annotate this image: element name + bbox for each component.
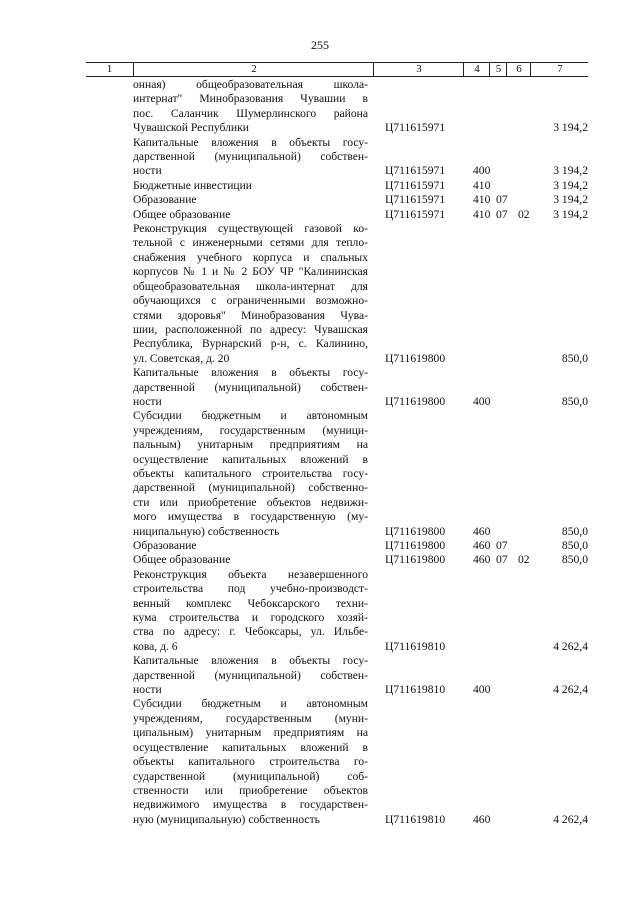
row-sum: 850,0 xyxy=(561,351,588,365)
table-row xyxy=(0,697,640,827)
row-expense-type: 460 xyxy=(473,553,491,567)
row-code: Ц711619810 xyxy=(385,812,446,826)
description-line: тельной с инженерными сетями для тепло- xyxy=(133,236,368,250)
description-line: Субсидии бюджетным и автономным xyxy=(133,697,368,711)
row-sum: 4 262,4 xyxy=(553,683,588,697)
row-code: Ц711619800 xyxy=(385,539,446,552)
description-line: ципальным) унитарным предприятиям на xyxy=(133,726,368,740)
description-line: ности xyxy=(133,683,162,697)
description-line: ную (муниципальную) собственность xyxy=(133,812,320,826)
description-line: Капитальные вложения в объекты госу- xyxy=(133,654,368,668)
table-row xyxy=(0,539,640,553)
description-line: интернат" Минобразования Чувашии в xyxy=(133,92,368,106)
description-line: сти или приобретение объектов недвижи- xyxy=(133,495,368,509)
table-row xyxy=(0,654,640,697)
description-line: ства по адресу: г. Чебоксары, ул. Ильбе- xyxy=(133,625,368,639)
row-description xyxy=(133,409,368,539)
description-line: кума строительства и городского хозяй- xyxy=(133,611,368,625)
table-row xyxy=(0,208,640,222)
row-description xyxy=(133,179,368,193)
row-section: 07 xyxy=(496,207,508,221)
description-line: Общее образование xyxy=(133,207,231,221)
header-col-4: 4 xyxy=(463,63,490,76)
row-subsection: 02 xyxy=(518,553,530,567)
row-code: Ц711619800 xyxy=(385,553,446,567)
row-section: 07 xyxy=(496,193,508,207)
row-description xyxy=(133,193,368,207)
description-line: осуществление капитальных вложений в xyxy=(133,452,368,466)
description-line: Реконструкция существующей газовой ко- xyxy=(133,222,368,236)
row-sum: 3 194,2 xyxy=(553,178,588,192)
row-expense-type: 410 xyxy=(473,178,491,192)
row-sum: 850,0 xyxy=(561,394,588,408)
description-line: строительства под учебно-производст- xyxy=(133,582,368,596)
table-row xyxy=(0,553,640,567)
description-line: пальным) унитарным предприятиям на xyxy=(133,438,368,452)
row-description xyxy=(133,208,368,222)
row-sum: 3 194,2 xyxy=(553,164,588,178)
row-code: Ц711619800 xyxy=(385,394,446,408)
header-col-5: 5 xyxy=(489,63,507,76)
description-line: дарственной (муниципальной) собственно- xyxy=(133,481,368,495)
row-code: Ц711619810 xyxy=(385,683,446,697)
row-code: Ц711615971 xyxy=(385,121,446,135)
description-line: кова, д. 6 xyxy=(133,639,178,653)
row-expense-type: 400 xyxy=(473,164,491,178)
row-expense-type: 460 xyxy=(473,812,491,826)
row-code: Ц711619800 xyxy=(385,351,446,365)
description-line: учреждениям, государственным (муници- xyxy=(133,423,368,437)
description-line: объекты капитального строительства госу- xyxy=(133,466,368,480)
description-line: общеобразовательная школа-интернат для xyxy=(133,279,368,293)
row-section: 07 xyxy=(496,553,508,567)
description-line: Республика, Вурнарский р-н, с. Калинино, xyxy=(133,337,368,351)
row-description xyxy=(133,654,368,697)
row-sum: 4 262,4 xyxy=(553,812,588,826)
description-line: Общее образование xyxy=(133,553,231,567)
row-description xyxy=(133,366,368,409)
page-number: 255 xyxy=(311,38,329,52)
row-expense-type: 460 xyxy=(473,539,491,552)
row-description xyxy=(133,136,368,179)
row-code: Ц711619800 xyxy=(385,524,446,538)
row-code: Ц711619810 xyxy=(385,639,446,653)
description-line: стями здоровья" Минобразования Чува- xyxy=(133,308,368,322)
description-line: пос. Саланчик Шумерлинского района xyxy=(133,106,368,120)
table-row xyxy=(0,222,640,366)
description-line: учреждениям, государственным (муни- xyxy=(133,711,368,725)
row-sum: 850,0 xyxy=(561,524,588,538)
row-description xyxy=(133,222,368,366)
description-line: онная) общеобразовательная школа- xyxy=(133,78,368,91)
row-description xyxy=(133,568,368,654)
description-line: снабжения учебного корпуса и спальных xyxy=(133,250,368,264)
description-line: Образование xyxy=(133,193,197,207)
row-code: Ц711615971 xyxy=(385,178,446,192)
header-col-6: 6 xyxy=(506,63,531,76)
description-line: ности xyxy=(133,394,162,408)
description-line: сударственной (муниципальной) соб- xyxy=(133,769,368,783)
description-line: ниципальную) собственность xyxy=(133,524,280,538)
header-col-1: 1 xyxy=(106,63,113,75)
row-code: Ц711615971 xyxy=(385,207,446,221)
description-line: Субсидии бюджетным и автономным xyxy=(133,409,368,423)
table-row xyxy=(0,366,640,409)
header-col-7: 7 xyxy=(530,63,589,76)
row-expense-type: 410 xyxy=(473,193,491,207)
row-section: 07 xyxy=(496,539,508,552)
description-line: ул. Советская, д. 20 xyxy=(133,351,230,365)
row-description xyxy=(133,553,368,567)
row-expense-type: 410 xyxy=(473,207,491,221)
row-expense-type: 400 xyxy=(473,683,491,697)
table-row xyxy=(0,193,640,207)
row-description xyxy=(133,539,368,553)
row-code: Ц711615971 xyxy=(385,164,446,178)
description-line: Образование xyxy=(133,539,197,552)
table-row xyxy=(0,568,640,654)
table-row xyxy=(0,136,640,179)
row-expense-type: 460 xyxy=(473,524,491,538)
description-line: Капитальные вложения в объекты госу- xyxy=(133,135,368,149)
row-sum: 3 194,2 xyxy=(553,207,588,221)
description-line: недвижимого имущества в государствен- xyxy=(133,798,368,812)
row-code: Ц711615971 xyxy=(385,193,446,207)
description-line: осуществление капитальных вложений в xyxy=(133,740,368,754)
table-body xyxy=(0,78,640,827)
header-col-3: 3 xyxy=(373,63,464,76)
table-header xyxy=(86,62,588,77)
row-description xyxy=(133,697,368,827)
description-line: дарственной (муниципальной) собствен- xyxy=(133,668,368,682)
description-line: ственности или приобретение объектов xyxy=(133,783,368,797)
description-line: корпусов № 1 и № 2 БОУ ЧР "Калининская xyxy=(133,265,368,279)
table-row xyxy=(0,179,640,193)
description-line: объекты капитального строительства го- xyxy=(133,755,368,769)
header-col-2: 2 xyxy=(133,63,374,76)
table-row xyxy=(0,409,640,539)
row-sum: 4 262,4 xyxy=(553,639,588,653)
description-line: венный комплекс Чебоксарского техни- xyxy=(133,596,368,610)
description-line: шии, расположенной по адресу: Чувашская xyxy=(133,322,368,336)
description-line: ности xyxy=(133,164,162,178)
row-sum: 850,0 xyxy=(561,539,588,552)
row-sum: 3 194,2 xyxy=(553,193,588,207)
description-line: Реконструкция объекта незавершенного xyxy=(133,567,368,581)
row-subsection: 02 xyxy=(518,207,530,221)
description-line: Бюджетные инвестиции xyxy=(133,178,253,192)
description-line: мого имущества в государственную (му- xyxy=(133,510,368,524)
table-row xyxy=(0,78,640,136)
description-line: Капитальные вложения в объекты госу- xyxy=(133,366,368,380)
description-line: Чувашской Республики xyxy=(133,121,249,135)
row-sum: 850,0 xyxy=(561,553,588,567)
row-sum: 3 194,2 xyxy=(553,121,588,135)
description-line: обучающихся с ограниченными возможно- xyxy=(133,294,368,308)
description-line: дарственной (муниципальной) собствен- xyxy=(133,380,368,394)
row-description xyxy=(133,78,368,136)
row-expense-type: 400 xyxy=(473,394,491,408)
description-line: дарственной (муниципальной) собствен- xyxy=(133,150,368,164)
